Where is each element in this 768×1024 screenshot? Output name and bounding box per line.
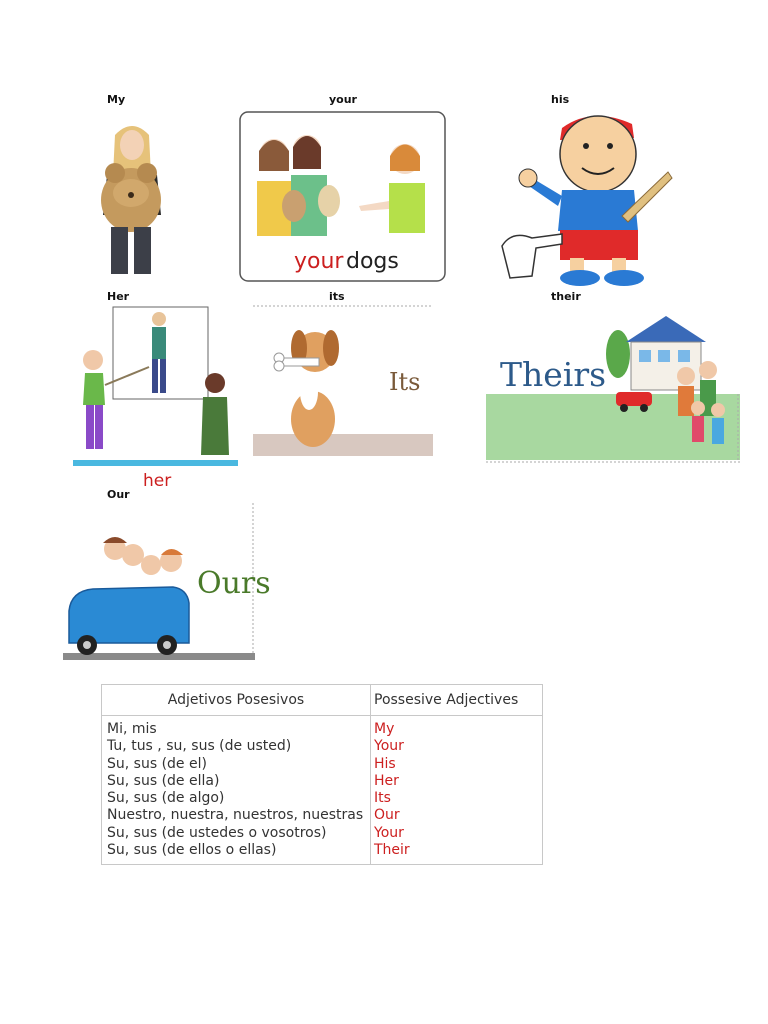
table-cell-spanish: Su, sus (de ella): [107, 772, 220, 789]
ours-word: Ours: [197, 566, 271, 601]
table-cell-spanish: Su, sus (de algo): [107, 790, 225, 807]
her-pointing-image: [73, 305, 243, 490]
its-word: Its: [389, 368, 421, 396]
ours-car-image: [63, 503, 271, 661]
table-cell-spanish: Mi, mis: [107, 721, 157, 737]
label-her: Her: [107, 290, 130, 303]
table-cell-english: My: [374, 721, 395, 737]
table-cell-english: Your: [374, 824, 404, 841]
table-column-divider: [370, 685, 371, 864]
table-cell-english: Their: [374, 842, 410, 859]
table-header-english: Possesive Adjectives: [374, 692, 519, 708]
its-dog-image: [253, 304, 433, 460]
label-your: your: [329, 93, 357, 106]
table-cell-spanish: Su, sus (de ellos o ellas): [107, 842, 277, 859]
label-his: his: [551, 93, 570, 106]
your-dogs-image: [239, 111, 447, 283]
table-cell-english: Your: [374, 738, 404, 755]
label-its: its: [329, 290, 345, 303]
english-column: [374, 721, 410, 859]
table-cell-spanish: Nuestro, nuestra, nuestros, nuestras: [107, 807, 364, 824]
possessive-adjectives-table: [101, 684, 543, 865]
girl-with-teddy-image: [85, 115, 180, 275]
spanish-column: [107, 721, 363, 859]
table-cell-english: Its: [374, 790, 391, 807]
table-cell-spanish: Su, sus (de el): [107, 755, 207, 772]
table-header-spanish: Adjetivos Posesivos: [167, 692, 305, 708]
table-cell-spanish: Tu, tus , su, sus (de usted): [107, 738, 292, 755]
label-their: their: [551, 290, 581, 303]
boy-with-bat-image: [502, 106, 672, 291]
label-my: My: [107, 93, 126, 106]
table-cell-english: His: [374, 755, 396, 772]
table-cell-english: Her: [374, 772, 399, 789]
label-our: Our: [107, 488, 130, 501]
theirs-family-house-image: [486, 312, 740, 464]
your-caption-a: your: [294, 249, 344, 274]
table-cell-english: Our: [374, 807, 400, 824]
your-caption-b: dogs: [346, 249, 399, 274]
table-cell-spanish: Su, sus (de ustedes o vosotros): [107, 824, 327, 841]
table-header-divider: [102, 715, 542, 716]
her-word: her: [143, 471, 172, 491]
theirs-word: Theirs: [500, 355, 607, 394]
